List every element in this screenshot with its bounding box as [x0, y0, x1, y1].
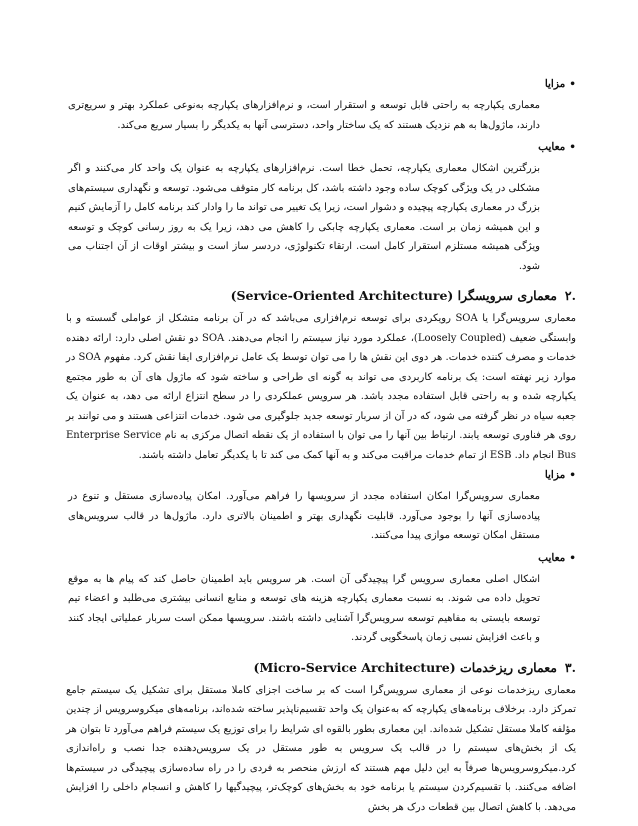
section-3-number: .۳	[564, 659, 576, 675]
section-3-body: معماری ریزخدمات نوعی از معماری سرویس‌گرا است که بر ساخت اجزای کاملا مستقل برای تشکیل یک سیستم جامع تمرکز دارد. برخلاف برنامه‌های یکپارچه که به‌عنوان یک واحد تقسیم‌ناپذیر ساخته شده‌اند، برنامه‌های میکروسرویس از چندین مؤلفه کاملا مستقل تشکیل شده‌اند. این معماری بطور بالقوه ای شرایط را برای توزیع یک سیستم فراهم می‌آورد تا بتوان هر یک از بخش‌های سیستم را در قالب یک سرویس به طور مستقل در یک سرویس‌دهنده جدا نصب و راه‌اندازی کرد.میکروسرویس‌ها صرفاً به این دلیل مهم هستند که ارزش منحصر به فردی را در راه ساده‌سازی پیچیدگی در سیستم‌ها اضافه می‌کنند. با تقسیم‌کردن سیستم یا برنامه خود به بخش‌های کوچک‌تر، پیچیدگیها را کاهش و انسجام داخلی را افزایش می‌دهد. با کاهش اتصال بین قطعات درک هر بخش	[66, 684, 577, 813]
section-2-disadvantages-label: معایب	[538, 551, 566, 564]
bullet-dot-icon: •	[569, 141, 576, 153]
section-2-disadvantages-heading	[66, 552, 576, 564]
section-2-title: معماری سرویسگرا (Service-Oriented Architecture)	[230, 288, 557, 303]
section-2-body: معماری سرویس‌گرا یا SOA رویکردی برای توسعه نرم‌افزاری می‌باشد که در آن برنامه متشکل از عواملی گسسته و با وابستگی ضعیف (Loosely Coupled)، عملکرد مورد نیاز سیستم را انجام می‌دهند. SOA دو نقش اصلی دارد: ارائه دهنده خدمات و مصرف کننده خدمات. هر دوی این نقش ها را می توان توسط یک عامل نرم‌افزاری ایفا نقش کرد. مفهوم SOA در موارد زیر نهفته است: یک برنامه کاربردی می تواند به گونه ای طراحی و ساخته شود که ماژول های آن به طور مجتمع یکپارچه شده و به راحتی قابل استفاده مجدد باشد. هر سرویس عملکردی را در سطح انتزاع ارائه می دهد، به عنوان یک جعبه سیاه در نظر گرفته می شود، که در آن از سربار توسعه جدید جلوگیری می شود. خدمات انتزاعی هستند و می توانند بر روی هر فناوری توسعه یابند. ارتباط بین آنها را می توان با استفاده از یک نقطه اتصال مرکزی به نام Enterprise Service Bus انجام داد. ESB از تمام خدمات مراقبت می‌کند و به آنها کمک می کند تا با یکدیگر تعامل داشته باشند.	[66, 313, 576, 461]
advantages-paragraph: معماری یکپارچه به راحتی قابل توسعه و استقرار است، و نرم‌افزارهای یکپارچه به‌نوعی عملکرد بهتر و سریع‌تری دارند، ماژول‌ها به هم نزدیک هستند که یک ساختار واحد، دسترسی آنها به یکدیگر را بسیار سریع می‌کند.	[68, 100, 540, 131]
section-3-title: معماری ریزخدمات (Micro-Service Architecture)	[253, 659, 557, 675]
advantages-heading	[66, 78, 576, 90]
section-2-advantages-heading	[66, 469, 576, 481]
bullet-dot-icon: •	[569, 78, 576, 90]
disadvantages-paragraph: بزرگترین اشکال معماری یکپارچه، تحمل خطا است. نرم‌افزارهای یکپارچه به عنوان یک واحد کار می‌کنند و اگر مشکلی در یک ویژگی کوچک ساده وجود داشته باشد، کل برنامه کار متوقف می‌شود. توسعه و نگهداری سیستم‌های بزرگ در معماری یکپارچه پیچیده و دشوار است، زیرا یک تغییر می تواند ما را وادار کند برنامه کامل را آزمایش کنیم و این همیشه زمان بر است. معماری یکپارچه چابکی را کاهش می دهد، زیرا یک به روز رسانی کوچک و توسعه ویژگی همیشه مستلزم استقرار کامل است. ارتقاء تکنولوژی، دردسر ساز است و بیشتر اوقات از آن اجتناب می شود.	[68, 163, 540, 272]
disadvantages-heading	[66, 141, 576, 153]
section-2-advantages-paragraph: معماری سرویس‌گرا امکان استفاده مجدد از سرویسها را فراهم می‌آورد. امکان پیاده‌سازی مستقل و تنوع در پیاده‌سازی آنها را بوجود می‌آورد. قابلیت نگهداری بهتر و اطمینان بالاتری دارد. ماژول‌ها در قالب سرویس‌های مستقل امکان توسعه موازی پیدا می‌کنند.	[68, 491, 540, 541]
disadvantages-label: معایب	[538, 141, 566, 153]
bullet-dot-icon: •	[569, 551, 576, 564]
advantages-label: مزایا	[544, 78, 566, 90]
section-2-advantages-label: مزایا	[544, 469, 566, 481]
bullet-dot-icon: •	[569, 469, 576, 481]
section-2-heading	[66, 288, 576, 303]
section-2-number: .۲	[564, 288, 576, 303]
section-3-heading	[66, 660, 576, 675]
section-2-disadvantages-paragraph: اشکال اصلی معماری سرویس گرا پیچیدگی آن است. هر سرویس باید اطمینان حاصل کند که پیام ها به موقع تحویل داده می شوند. به نسبت معماری یکپارچه هزینه های توسعه و منابع انسانی بیشتری می‌طلبد و اعضاء تیم توسعه بایستی به مفاهیم توسعه سرویس‌گرا آشنایی داشته باشند. سرویسها ممکن است سربار عملیاتی ایجاد کنند و باعث افزایش نسبی زمان پاسخگویی گردند.	[68, 573, 540, 643]
